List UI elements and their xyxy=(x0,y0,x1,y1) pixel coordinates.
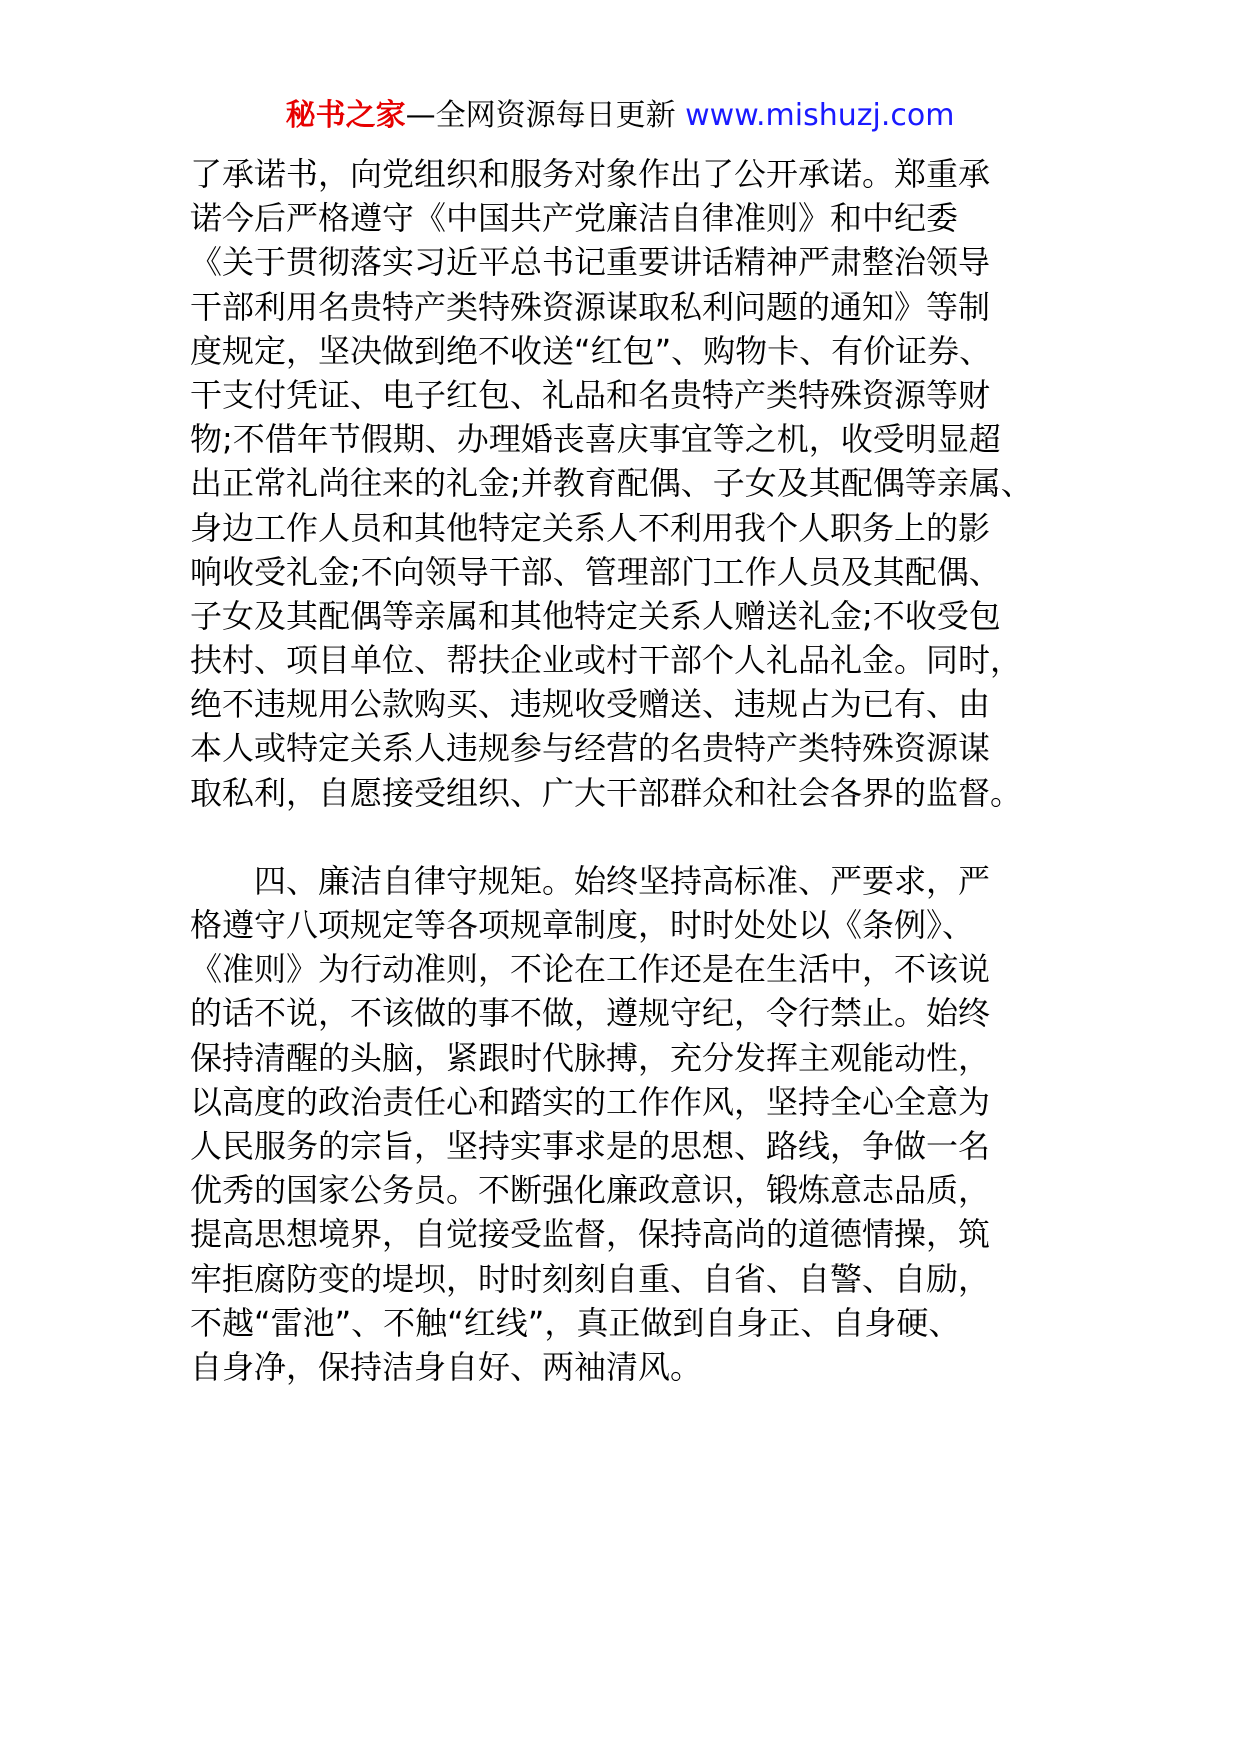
text-line: 《准则》为行动准则，不论在工作还是在生活中，不该说 xyxy=(190,950,991,989)
text-line: 自身净，保持洁身自好、两袖清风。 xyxy=(190,1347,703,1386)
brand-name: 秘书之家 xyxy=(285,98,406,133)
text-line: 人民服务的宗旨，坚持实事求是的思想、路线，争做一名 xyxy=(190,1126,991,1165)
document-body xyxy=(190,152,1070,1389)
header-tagline: —全网资源每日更新 xyxy=(405,98,676,133)
text-line: 格遵守八项规定等各项规章制度，时时处处以《条例》、 xyxy=(190,906,975,944)
paragraph-integrity-rules xyxy=(190,859,1070,1389)
text-line: 的话不说，不该做的事不做，遵规守纪，令行禁止。始终 xyxy=(190,994,991,1033)
text-line: 物;不借年节假期、办理婚丧喜庆事宜等之机，收受明显超 xyxy=(190,420,1001,459)
text-line: 取私利，自愿接受组织、广大干部群众和社会各界的监督。 xyxy=(190,773,1023,812)
paragraph-commitment xyxy=(190,152,1070,815)
text-line: 出正常礼尚往来的礼金;并教育配偶、子女及其配偶等亲属、 xyxy=(190,464,1033,503)
text-line: 扶村、项目单位、帮扶企业或村干部个人礼品礼金。同时， xyxy=(190,641,1023,680)
text-line: 不越“雷池”、不触“红线”，真正做到自身正、自身硬、 xyxy=(190,1303,961,1342)
text-line: 度规定，坚决做到绝不收送“红包”、购物卡、有价证券、 xyxy=(190,331,992,370)
text-line: 四、廉洁自律守规矩。始终坚持高标准、严要求，严 xyxy=(190,861,991,900)
text-line: 身边工作人员和其他特定关系人不利用我个人职务上的影 xyxy=(190,508,991,547)
text-line: 诺今后严格遵守《中国共产党廉洁自律准则》和中纪委 xyxy=(190,199,959,238)
text-line: 干支付凭证、电子红包、礼品和名贵特产类特殊资源等财 xyxy=(190,375,991,414)
text-line: 绝不违规用公款购买、违规收受赠送、违规占为已有、由 xyxy=(190,685,991,724)
text-line: 响收受礼金;不向领导干部、管理部门工作人员及其配偶、 xyxy=(190,552,1001,591)
text-line: 优秀的国家公务员。不断强化廉政意识，锻炼意志品质， xyxy=(190,1171,991,1210)
text-line: 子女及其配偶等亲属和其他特定关系人赠送礼金;不收受包 xyxy=(190,596,1001,635)
text-line: 《关于贯彻落实习近平总书记重要讲话精神严肃整治领导 xyxy=(190,243,991,282)
site-header xyxy=(0,96,1240,136)
text-line: 提高思想境界，自觉接受监督，保持高尚的道德情操，筑 xyxy=(190,1215,991,1254)
site-url-link[interactable]: www.mishuzj.com xyxy=(685,98,955,133)
text-line: 了承诺书，向党组织和服务对象作出了公开承诺。郑重承 xyxy=(190,155,991,193)
text-line: 干部利用名贵特产类特殊资源谋取私利问题的通知》等制 xyxy=(190,287,991,326)
text-line: 牢拒腐防变的堤坝，时时刻刻自重、自省、自警、自励， xyxy=(190,1259,991,1298)
text-line: 保持清醒的头脑，紧跟时代脉搏，充分发挥主观能动性， xyxy=(190,1038,991,1077)
text-line: 本人或特定关系人违规参与经营的名贵特产类特殊资源谋 xyxy=(190,729,991,768)
text-line: 以高度的政治责任心和踏实的工作作风，坚持全心全意为 xyxy=(190,1082,991,1121)
paragraph-spacer xyxy=(190,815,1070,859)
